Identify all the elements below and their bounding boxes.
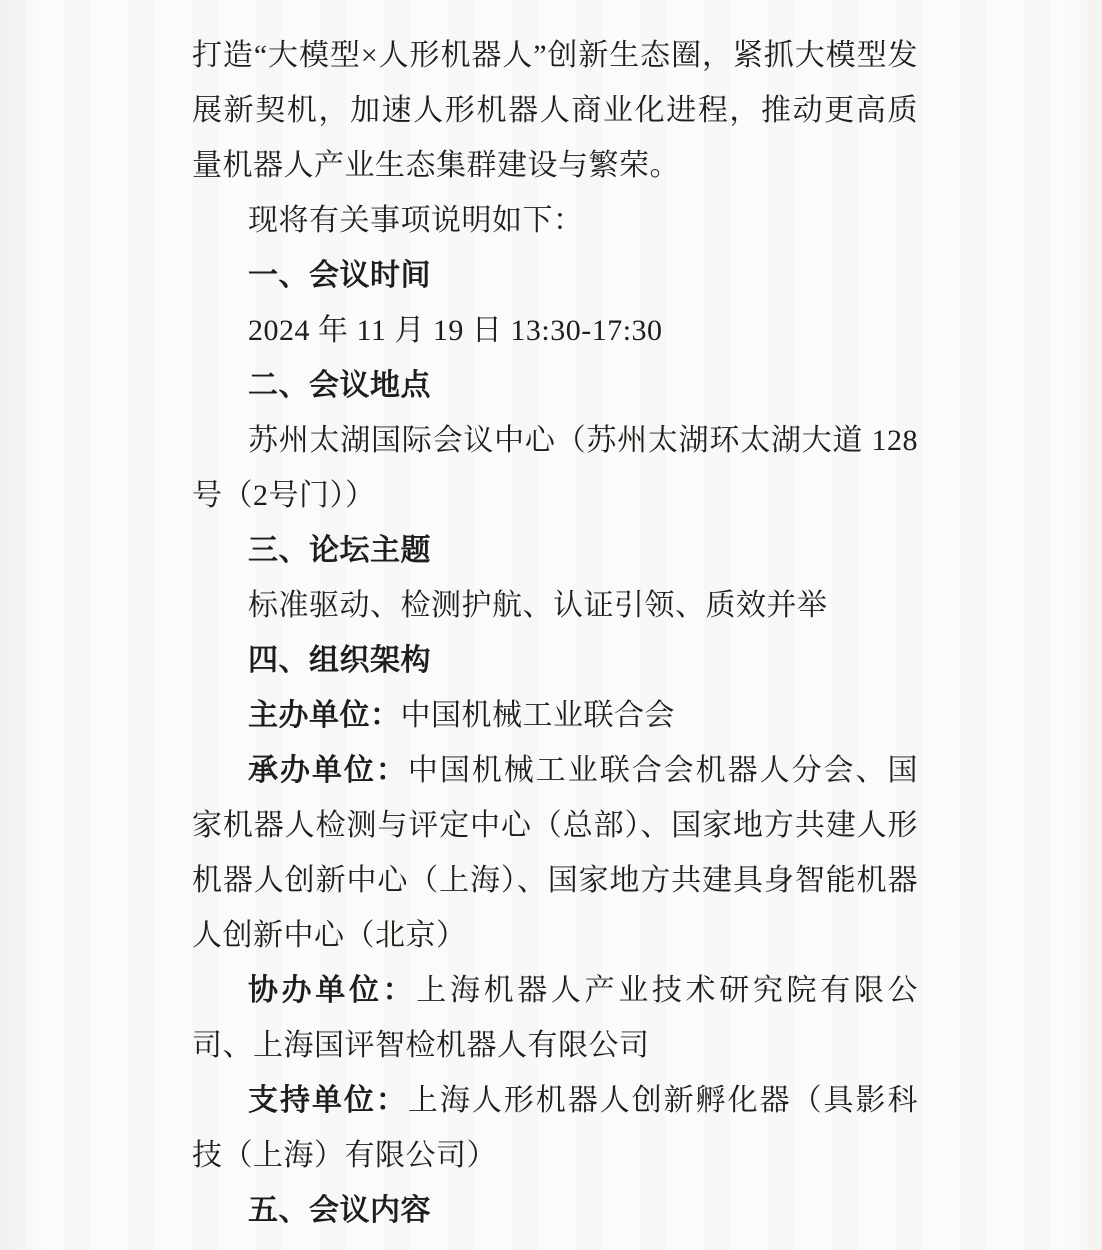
co-organizer-unit-value: 上海机器人产业技术研究院有限公司、上海国评智检机器人有限公司 <box>192 974 919 1062</box>
document-text-block <box>192 0 918 1238</box>
supporting-unit-value: 上海人形机器人创新孵化器（具影科技（上海）有限公司） <box>192 1084 918 1172</box>
heading-section-4-organization: 四、组织架构 <box>248 644 431 677</box>
para-forum-theme: 标准驱动、检测护航、认证引领、质效并举 <box>248 589 828 622</box>
host-unit-label: 主办单位： <box>248 699 401 732</box>
para-host-unit <box>192 688 918 743</box>
heading-section-1-meeting-time: 一、会议时间 <box>248 259 431 292</box>
para-meeting-venue: 苏州太湖国际会议中心（苏州太湖环太湖大道 128 号（2号门）） <box>192 424 918 512</box>
para-supporting-unit <box>192 1073 918 1183</box>
para-organizer-unit <box>192 743 918 963</box>
organizer-unit-label: 承办单位： <box>248 754 408 787</box>
heading-section-5-meeting-content: 五、会议内容 <box>248 1194 431 1227</box>
para-opening-continuation: 打造“大模型×人形机器人”创新生态圈，紧抓大模型发展新契机，加速人形机器人商业化进程，推动更高质量机器人产业生态集群建设与繁荣。 <box>192 39 918 182</box>
co-organizer-unit-label: 协办单位： <box>248 974 417 1007</box>
heading-section-2-meeting-venue: 二、会议地点 <box>248 369 431 402</box>
para-meeting-datetime: 2024 年 11 月 19 日 13:30-17:30 <box>248 314 663 347</box>
para-co-organizer-unit <box>192 963 918 1073</box>
heading-section-3-forum-theme: 三、论坛主题 <box>248 534 431 567</box>
para-notice-intro: 现将有关事项说明如下： <box>248 204 584 237</box>
host-unit-value: 中国机械工业联合会 <box>400 699 675 732</box>
supporting-unit-label: 支持单位： <box>248 1084 408 1117</box>
organizer-unit-value: 中国机械工业联合会机器人分会、国家机器人检测与评定中心（总部）、国家地方共建人形机器人创新中心（上海）、国家地方共建具身智能机器人创新中心（北京） <box>192 754 918 952</box>
